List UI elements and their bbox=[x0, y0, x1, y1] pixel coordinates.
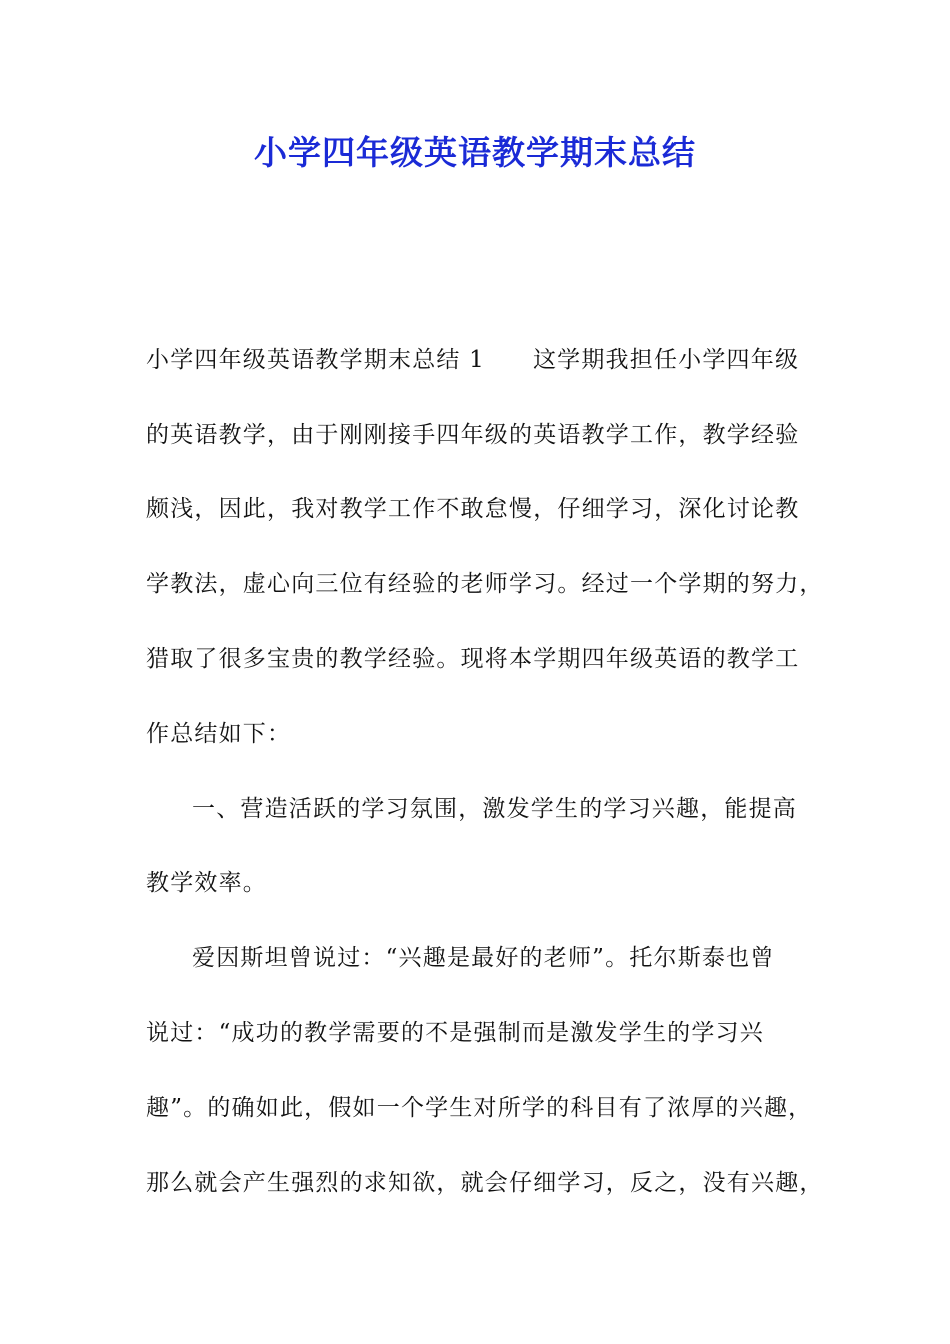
section-heading: 小学四年级英语教学期末总结 1 bbox=[146, 347, 485, 373]
paragraph-line: 作总结如下： bbox=[146, 721, 292, 747]
paragraph-line: 趣”。的确如此，假如一个学生对所学的科目有了浓厚的兴趣， bbox=[146, 1095, 813, 1121]
document-title: 小学四年级英语教学期末总结 bbox=[254, 133, 696, 172]
paragraph-line: 猎取了很多宝贵的教学经验。现将本学期四年级英语的教学工 bbox=[146, 646, 800, 672]
paragraph-text: 这学期我担任小学四年级 bbox=[532, 347, 800, 373]
paragraph-line: 一、营造活跃的学习氛围，激发学生的学习兴趣，能提高 bbox=[192, 796, 797, 822]
paragraph-line: 说过：“成功的教学需要的不是强制而是激发学生的学习兴 bbox=[146, 1020, 764, 1046]
text-line bbox=[146, 342, 826, 378]
paragraph-line: 的英语教学，由于刚刚接手四年级的英语教学工作，教学经验 bbox=[146, 422, 800, 448]
paragraph-line: 爱因斯坦曾说过：“兴趣是最好的老师”。托尔斯泰也曾 bbox=[192, 945, 775, 971]
paragraph-line: 那么就会产生强烈的求知欲，就会仔细学习，反之，没有兴趣， bbox=[146, 1170, 824, 1196]
paragraph-line: 颇浅，因此，我对教学工作不敢怠慢，仔细学习，深化讨论教 bbox=[146, 496, 800, 522]
paragraph-line: 学教法，虚心向三位有经验的老师学习。经过一个学期的努力， bbox=[146, 571, 824, 597]
paragraph-line: 教学效率。 bbox=[146, 870, 267, 896]
